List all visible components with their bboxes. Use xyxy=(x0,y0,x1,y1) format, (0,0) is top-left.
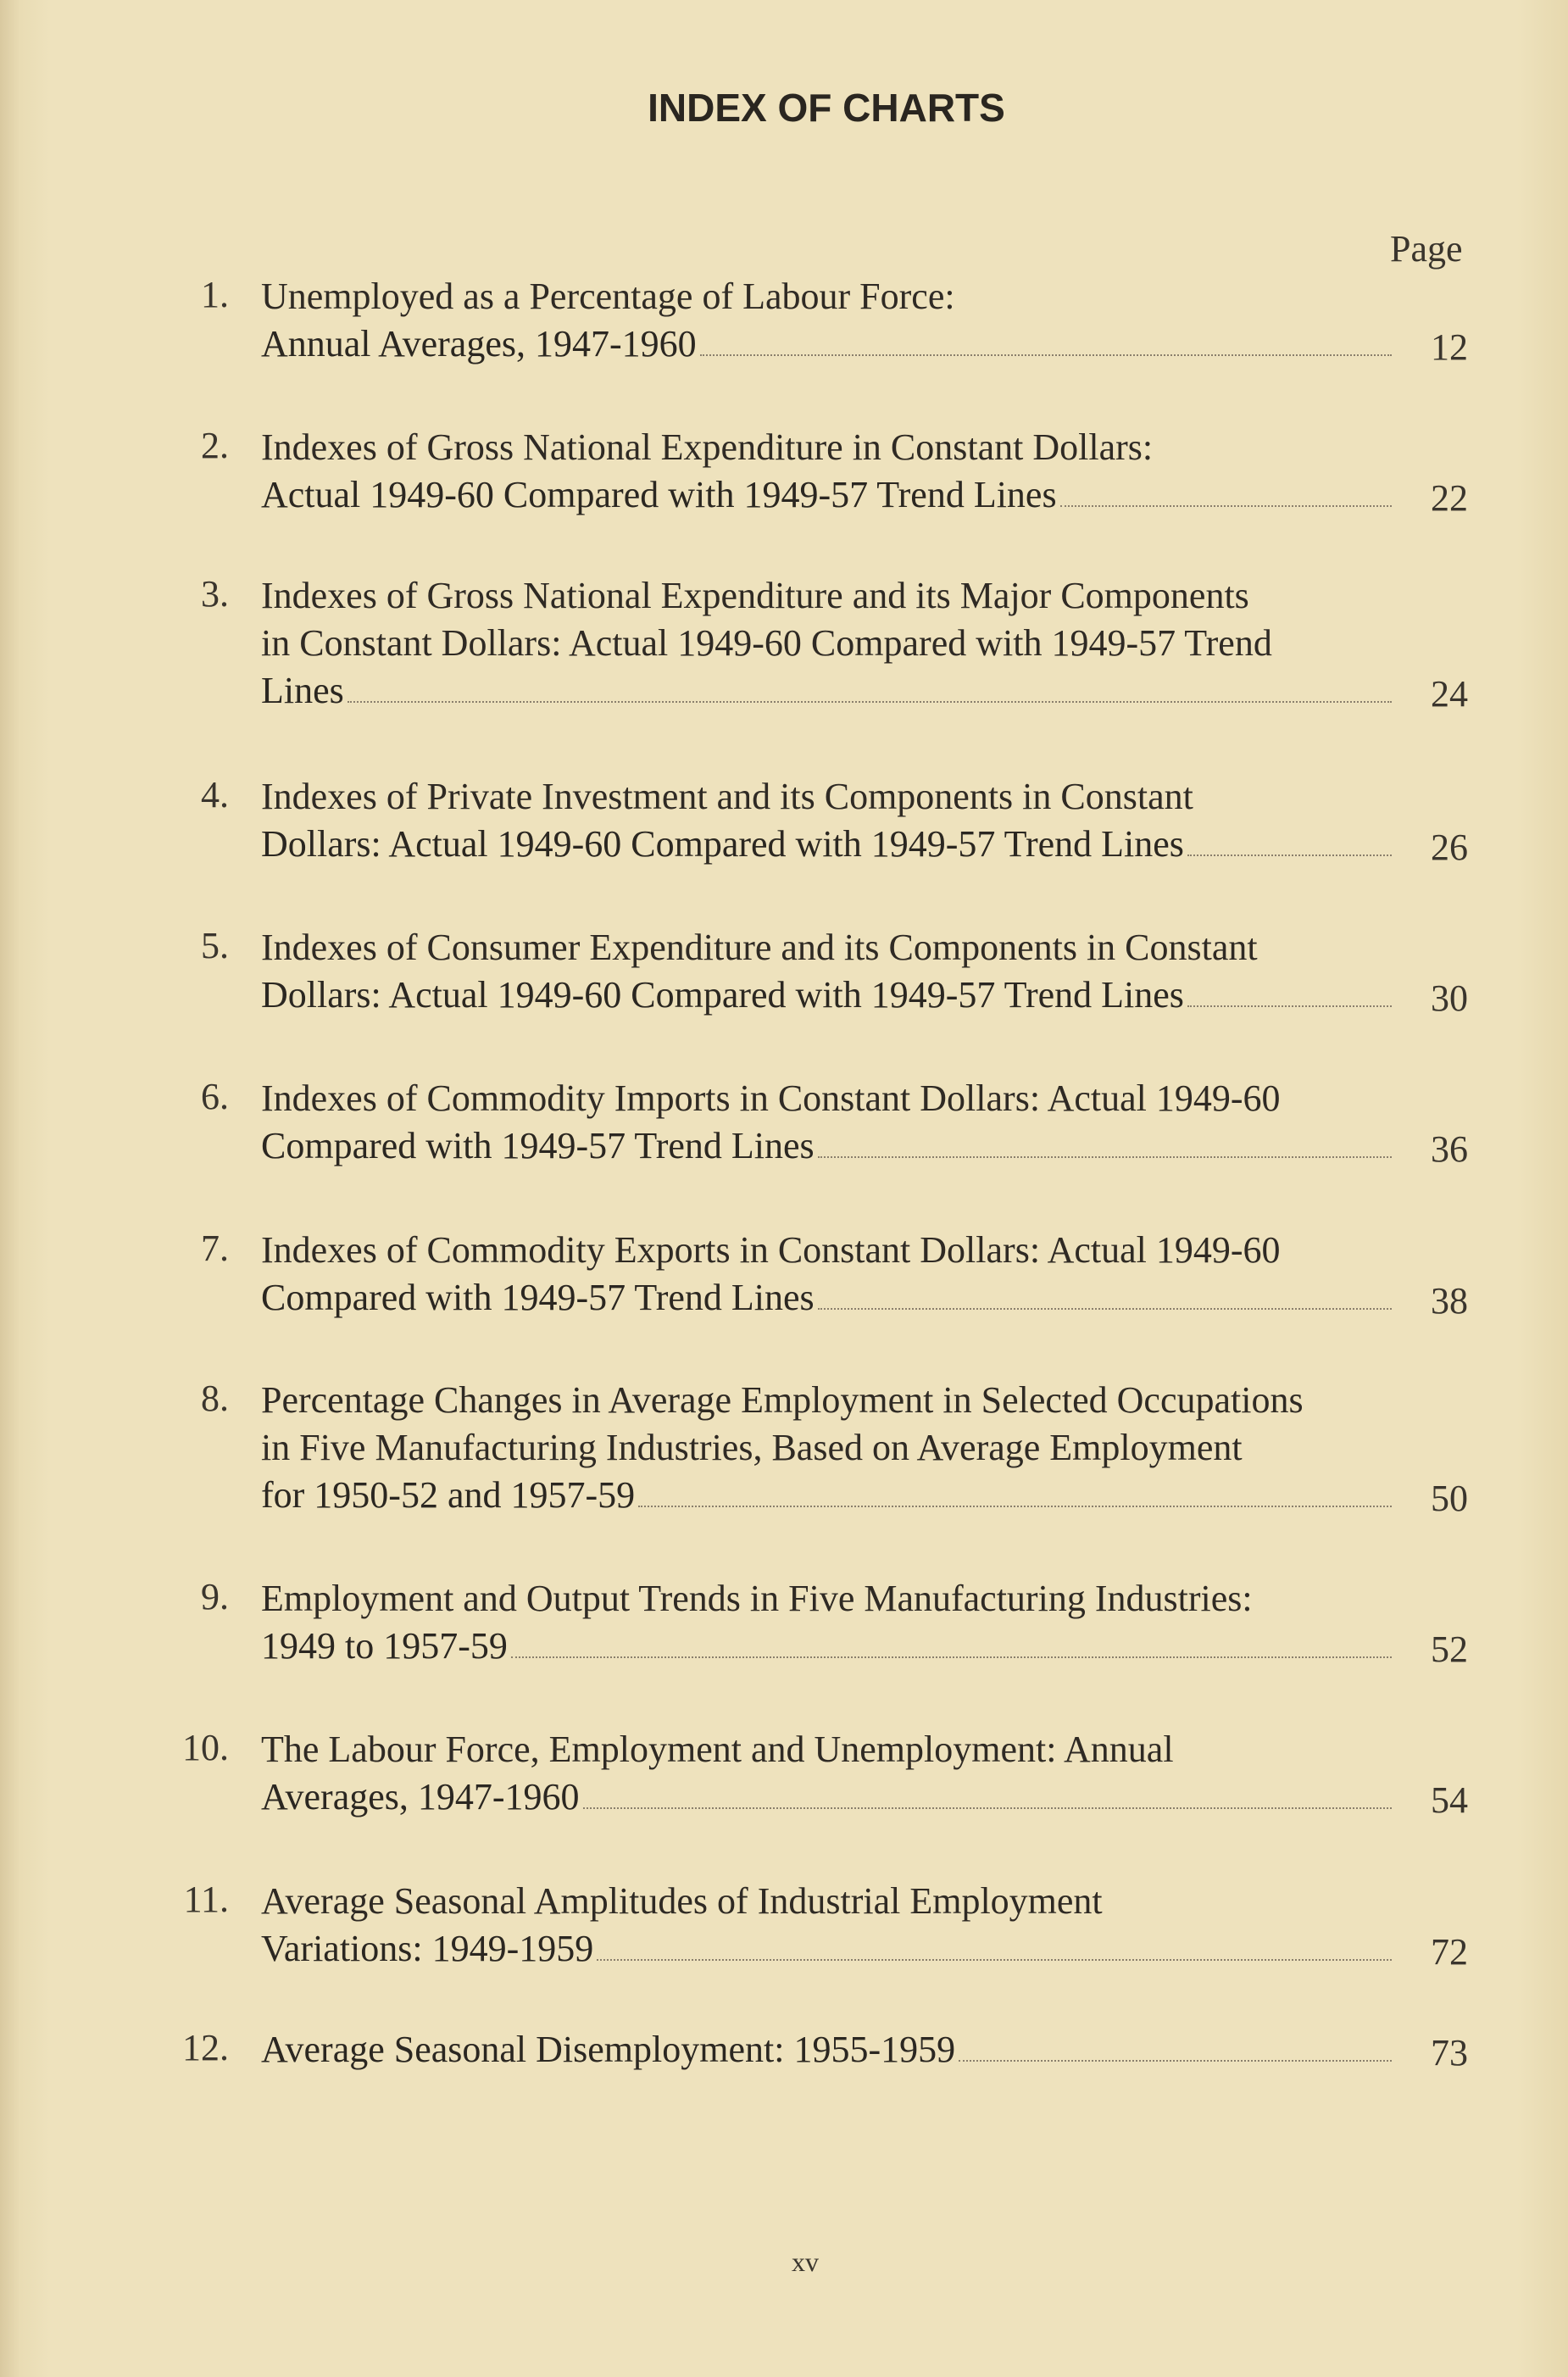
page-column-header: Page xyxy=(1390,228,1463,270)
entry-number: 7. xyxy=(201,1227,229,1269)
entry-page-number: 38 xyxy=(1431,1280,1468,1322)
entry-title xyxy=(261,1075,1397,1170)
dot-leader xyxy=(700,353,1392,356)
entry-title xyxy=(261,1377,1397,1519)
dot-leader xyxy=(583,1806,1392,1809)
entry-title-line: Dollars: Actual 1949-60 Compared with 1949-57 Trend Lines xyxy=(261,823,1184,865)
entry-number: 11. xyxy=(183,1879,229,1920)
entry-title-line: for 1950-52 and 1957-59 xyxy=(261,1474,636,1516)
entry-title-last-line xyxy=(261,471,1397,519)
entry-page-number: 52 xyxy=(1431,1628,1468,1670)
entry-page-number: 36 xyxy=(1431,1128,1468,1170)
entry-title-line: Employment and Output Trends in Five Manufacturing Industries: xyxy=(261,1578,1253,1619)
entry-title-line: 1949 to 1957-59 xyxy=(261,1625,508,1667)
entry-title-last-line xyxy=(261,821,1397,868)
entry-page-number: 73 xyxy=(1431,2032,1468,2074)
dot-leader xyxy=(1187,854,1392,856)
entry-number: 6. xyxy=(201,1076,229,1117)
page-title: INDEX OF CHARTS xyxy=(648,86,1005,130)
entry-title xyxy=(261,572,1397,715)
entry-page-number: 22 xyxy=(1431,477,1468,519)
entry-title xyxy=(261,273,1397,368)
entry-title-last-line xyxy=(261,2026,1397,2074)
entry-title-line: Unemployed as a Percentage of Labour Force: xyxy=(261,276,955,317)
entry-title-line: Indexes of Gross National Expenditure and its Major Components xyxy=(261,575,1249,616)
entry-title-last-line xyxy=(261,1122,1397,1170)
entry-title-line: in Five Manufacturing Industries, Based on Average Employment xyxy=(261,1427,1243,1468)
entry-page-number: 24 xyxy=(1431,673,1468,715)
entry-title xyxy=(261,1878,1397,1973)
entry-title-line: Indexes of Private Investment and its Components in Constant xyxy=(261,776,1193,817)
entry-title-line: Indexes of Commodity Exports in Constant Dollars: Actual 1949-60 xyxy=(261,1229,1281,1271)
entry-number: 9. xyxy=(201,1576,229,1617)
entry-title-line: Indexes of Consumer Expenditure and its Components in Constant xyxy=(261,927,1258,968)
entry-number: 10. xyxy=(182,1727,229,1768)
entry-title-line: Averages, 1947-1960 xyxy=(261,1776,580,1818)
entry-title xyxy=(261,1575,1397,1670)
entry-title xyxy=(261,773,1397,868)
entry-page-number: 54 xyxy=(1431,1779,1468,1821)
entry-number: 4. xyxy=(201,774,229,816)
dot-leader xyxy=(638,1505,1392,1507)
entry-title xyxy=(261,924,1397,1019)
entry-page-number: 72 xyxy=(1431,1931,1468,1973)
entry-title-last-line xyxy=(261,1925,1397,1973)
entry-title xyxy=(261,424,1397,519)
entry-number: 8. xyxy=(201,1378,229,1419)
dot-leader xyxy=(511,1656,1392,1658)
dot-leader xyxy=(1187,1005,1392,1007)
entry-page-number: 50 xyxy=(1431,1478,1468,1519)
entry-title-line: Actual 1949-60 Compared with 1949-57 Trend Lines xyxy=(261,474,1057,515)
entry-title xyxy=(261,1726,1397,1821)
entry-title-line: Indexes of Commodity Imports in Constant Dollars: Actual 1949-60 xyxy=(261,1077,1281,1119)
dot-leader xyxy=(959,2059,1392,2062)
entry-title-line: in Constant Dollars: Actual 1949-60 Compared with 1949-57 Trend xyxy=(261,622,1272,664)
entry-number: 12. xyxy=(182,2027,229,2068)
entry-title-last-line xyxy=(261,320,1397,368)
entry-number: 3. xyxy=(201,573,229,615)
entry-title-line: Average Seasonal Amplitudes of Industrial Employment xyxy=(261,1880,1103,1922)
entry-title-line: Compared with 1949-57 Trend Lines xyxy=(261,1125,815,1166)
dot-leader xyxy=(348,700,1392,703)
dot-leader xyxy=(818,1155,1392,1158)
entry-title-last-line xyxy=(261,667,1397,715)
entry-page-number: 30 xyxy=(1431,977,1468,1019)
dot-leader xyxy=(818,1307,1392,1310)
entry-page-number: 26 xyxy=(1431,827,1468,868)
entry-title-line: Compared with 1949-57 Trend Lines xyxy=(261,1277,815,1318)
entry-number: 2. xyxy=(201,425,229,466)
entry-title-last-line xyxy=(261,1773,1397,1821)
entry-title-last-line xyxy=(261,971,1397,1019)
entry-title-line: Lines xyxy=(261,670,344,711)
entry-title-last-line xyxy=(261,1274,1397,1322)
entry-page-number: 12 xyxy=(1431,326,1468,368)
page-folio: xv xyxy=(792,2246,819,2277)
entry-number: 1. xyxy=(201,274,229,315)
dot-leader xyxy=(1060,504,1392,507)
entry-title-last-line xyxy=(261,1472,1397,1519)
entry-title xyxy=(261,1227,1397,1322)
entry-title xyxy=(261,2026,1397,2074)
entry-title-line: The Labour Force, Employment and Unemployment: Annual xyxy=(261,1728,1174,1770)
entry-title-line: Dollars: Actual 1949-60 Compared with 1949-57 Trend Lines xyxy=(261,974,1184,1016)
entry-number: 5. xyxy=(201,925,229,966)
entry-title-last-line xyxy=(261,1623,1397,1670)
entry-title-line: Percentage Changes in Average Employment in Selected Occupations xyxy=(261,1379,1304,1421)
entry-title-line: Average Seasonal Disemployment: 1955-1959 xyxy=(261,2029,956,2070)
entry-title-line: Indexes of Gross National Expenditure in Constant Dollars: xyxy=(261,426,1154,468)
dot-leader xyxy=(597,1958,1392,1961)
entry-title-line: Annual Averages, 1947-1960 xyxy=(261,323,697,365)
entry-title-line: Variations: 1949-1959 xyxy=(261,1928,594,1969)
